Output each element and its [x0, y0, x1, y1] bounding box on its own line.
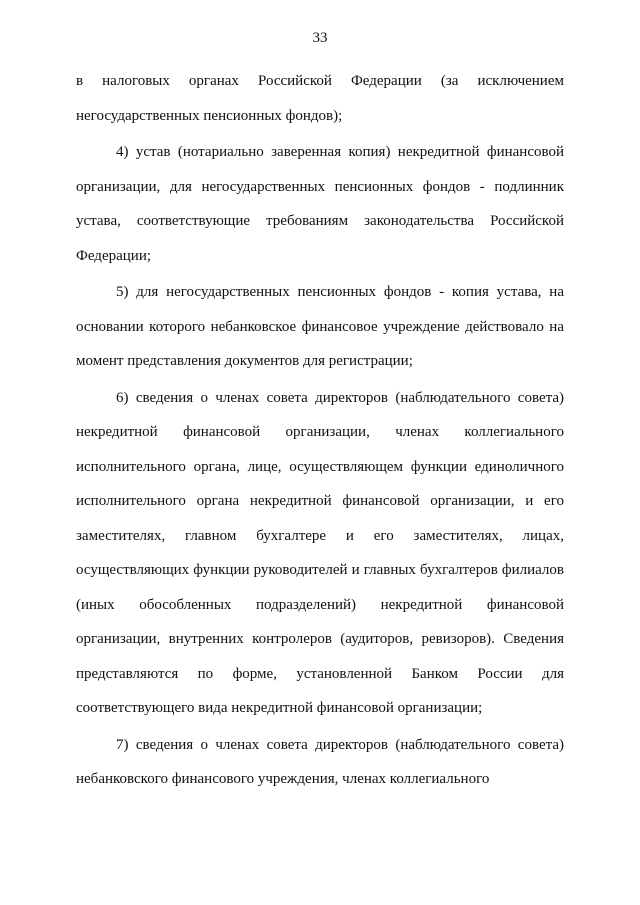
paragraph-item-5-charter-copy: 5) для негосударственных пенсионных фондов - копия устава, на основании которого небанковское финансовое учреждение действовало на момент представления документов для регистрации;	[76, 284, 564, 369]
page-number: 33	[312, 30, 328, 46]
paragraph-item-7-board-info: 7) сведения о членах совета директоров (наблюдательного совета) небанковского финансового учреждения, членах коллегиального	[76, 736, 564, 787]
paragraph-item-4-charter: 4) устав (нотариально заверенная копия) некредитной финансовой организации, для негосударственных пенсионных фондов - подлинник устава, соответствующие требованиям законодательства Российской Федерации;	[76, 144, 564, 264]
document-body	[76, 64, 564, 797]
paragraph-item-6-board-info: 6) сведения о членах совета директоров (наблюдательного совета) некредитной финансовой организации, членах коллегиального исполнительного органа, лице, осуществляющем функции единоличного исполнительного органа некредитной финансовой организации, и его заместителях, главном бухгалтере и его заместителях, лицах, осуществляющих функции руководителей и главных бухгалтеров филиалов (иных обособленных подразделений) некредитной финансовой организации, внутренних контролеров (аудиторов, ревизоров). Сведения представляются по форме, установленной Банком России для соответствующего вида некредитной финансовой организации;	[76, 389, 564, 716]
paragraph-tax-authorities: в налоговых органах Российской Федерации (за исключением негосударственных пенсионных фондов);	[76, 73, 564, 124]
